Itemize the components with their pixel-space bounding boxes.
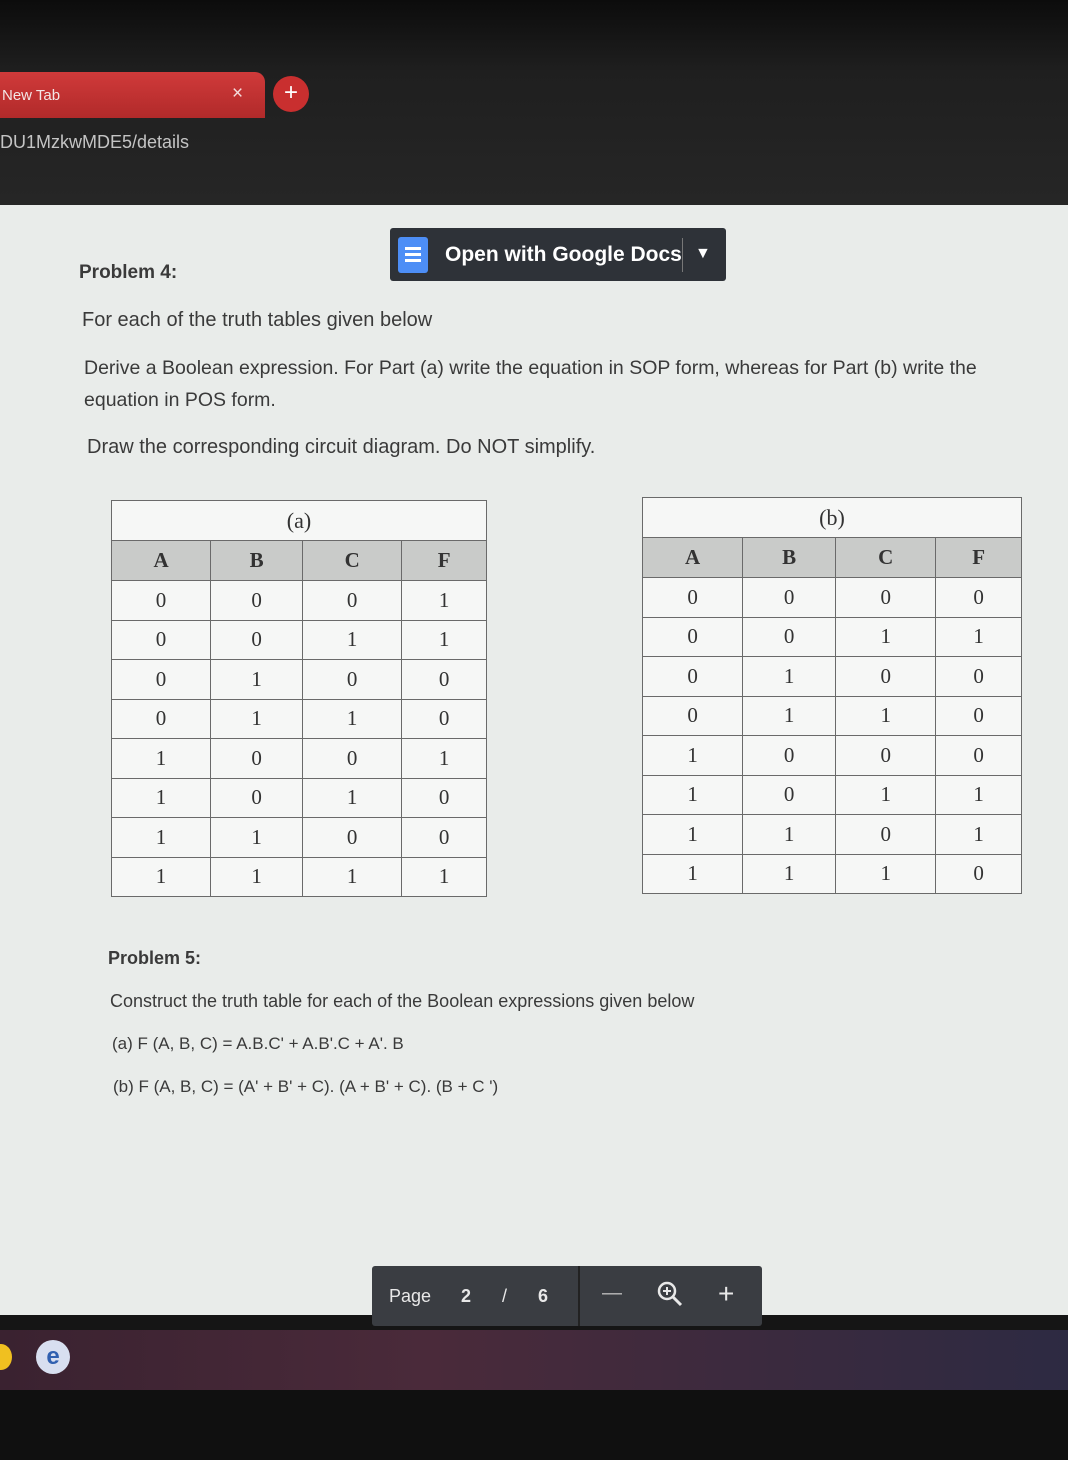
- problem5-title: Problem 5:: [108, 948, 202, 968]
- problem4-line3: Draw the corresponding circuit diagram. Do NOT simplify.: [87, 436, 596, 458]
- open-with-label: Open with Google Docs: [445, 243, 682, 266]
- table-row: [643, 657, 1022, 697]
- table-cell: 1: [112, 857, 211, 897]
- table-cell: 0: [643, 657, 743, 697]
- table-cell: 0: [936, 578, 1022, 618]
- problem4-line2b: equation in POS form.: [84, 389, 276, 411]
- table-cell: 1: [211, 818, 303, 858]
- problem4-line2a: Derive a Boolean expression. For Part (a) write the equation in SOP form, whereas for Part (b) write the: [84, 357, 977, 379]
- address-bar[interactable]: DU1MzkwMDE5/details: [0, 132, 190, 152]
- problem4-title: Problem 4:: [79, 262, 178, 283]
- table-cell: 0: [743, 736, 836, 776]
- table-cell: 1: [303, 699, 402, 739]
- column-header: A: [643, 538, 743, 578]
- table-cell: 1: [211, 699, 303, 739]
- table-cell: 1: [936, 815, 1022, 855]
- table-cell: 1: [402, 581, 487, 621]
- table-cell: 1: [743, 696, 836, 736]
- table-row: [643, 775, 1022, 815]
- tab-title: New Tab: [2, 87, 61, 104]
- table-cell: 1: [303, 620, 402, 660]
- table-caption: (a): [112, 501, 487, 541]
- table-row: [643, 578, 1022, 618]
- zoom-icon[interactable]: [656, 1280, 684, 1313]
- table-cell: 1: [402, 857, 487, 897]
- column-header: A: [112, 541, 211, 581]
- table-cell: 0: [402, 699, 487, 739]
- truth-table-b: [642, 497, 1022, 894]
- table-cell: 0: [936, 854, 1022, 894]
- table-cell: 0: [936, 736, 1022, 776]
- table-cell: 0: [836, 657, 936, 697]
- column-header: B: [743, 538, 836, 578]
- table-cell: 1: [643, 775, 743, 815]
- truth-table-a: [111, 500, 487, 897]
- column-header: B: [211, 541, 303, 581]
- table-cell: 0: [112, 699, 211, 739]
- table-cell: 0: [743, 578, 836, 618]
- table-cell: 1: [936, 617, 1022, 657]
- browser-icon[interactable]: e: [36, 1340, 70, 1374]
- table-cell: 0: [303, 739, 402, 779]
- table-row: [112, 699, 487, 739]
- table-cell: 0: [743, 617, 836, 657]
- table-cell: 1: [836, 696, 936, 736]
- table-cell: 0: [211, 581, 303, 621]
- column-header: F: [936, 538, 1022, 578]
- page-toolbar: [372, 1266, 762, 1326]
- table-row: [112, 818, 487, 858]
- table-caption: (b): [643, 498, 1022, 538]
- table-cell: 0: [402, 818, 487, 858]
- zoom-out-button[interactable]: —: [602, 1282, 622, 1304]
- table-cell: 1: [743, 854, 836, 894]
- table-cell: 0: [112, 660, 211, 700]
- table-cell: 1: [112, 818, 211, 858]
- table-cell: 0: [643, 696, 743, 736]
- table-cell: 1: [743, 657, 836, 697]
- google-docs-icon: [398, 237, 428, 273]
- table-cell: 0: [402, 660, 487, 700]
- table-cell: 1: [211, 857, 303, 897]
- table-cell: 1: [643, 854, 743, 894]
- app-icon[interactable]: [0, 1344, 12, 1370]
- page-label: Page: [389, 1286, 432, 1306]
- table-cell: 0: [936, 696, 1022, 736]
- table-cell: 1: [643, 736, 743, 776]
- divider: [682, 238, 683, 272]
- table-cell: 1: [112, 778, 211, 818]
- table-cell: 0: [303, 581, 402, 621]
- screen-bezel: [0, 1390, 1068, 1460]
- table-cell: 1: [643, 815, 743, 855]
- table-row: [112, 581, 487, 621]
- table-row: [112, 857, 487, 897]
- page-number[interactable]: 2: [461, 1286, 472, 1306]
- table-cell: 1: [303, 778, 402, 818]
- column-header: F: [402, 541, 487, 581]
- problem4-line1: For each of the truth tables given below: [82, 309, 433, 331]
- problem5-a: (a) F (A, B, C) = A.B.C' + A.B'.C + A'. B: [112, 1034, 404, 1053]
- pdf-page: [0, 205, 1068, 1315]
- table-cell: 0: [211, 620, 303, 660]
- table-cell: 1: [112, 739, 211, 779]
- table-cell: 0: [743, 775, 836, 815]
- column-header: C: [303, 541, 402, 581]
- table-cell: 0: [643, 617, 743, 657]
- table-cell: 0: [211, 739, 303, 779]
- table-cell: 1: [743, 815, 836, 855]
- page-total: 6: [538, 1286, 549, 1306]
- zoom-in-button[interactable]: +: [718, 1278, 735, 1309]
- table-cell: 0: [402, 778, 487, 818]
- taskbar: [0, 1330, 1068, 1390]
- table-cell: 0: [936, 657, 1022, 697]
- table-cell: 1: [303, 857, 402, 897]
- table-cell: 0: [836, 815, 936, 855]
- table-cell: 1: [936, 775, 1022, 815]
- table-cell: 1: [402, 620, 487, 660]
- table-cell: 0: [112, 581, 211, 621]
- table-cell: 1: [836, 775, 936, 815]
- page-slash: /: [502, 1286, 508, 1306]
- table-row: [112, 660, 487, 700]
- browser-chrome: [0, 0, 1068, 205]
- table-cell: 0: [836, 578, 936, 618]
- table-cell: 1: [836, 854, 936, 894]
- table-cell: 0: [112, 620, 211, 660]
- table-row: [112, 620, 487, 660]
- column-header: C: [836, 538, 936, 578]
- table-cell: 0: [643, 578, 743, 618]
- tab-new-tab[interactable]: [0, 72, 265, 118]
- table-row: [112, 778, 487, 818]
- table-row: [643, 696, 1022, 736]
- table-row: [643, 736, 1022, 776]
- table-cell: 0: [303, 660, 402, 700]
- divider: [578, 1266, 580, 1326]
- table-row: [643, 854, 1022, 894]
- table-cell: 0: [211, 778, 303, 818]
- table-cell: 0: [836, 736, 936, 776]
- close-icon[interactable]: ×: [232, 83, 244, 104]
- table-cell: 1: [211, 660, 303, 700]
- table-cell: 1: [836, 617, 936, 657]
- table-cell: 1: [402, 739, 487, 779]
- problem5-b: (b) F (A, B, C) = (A' + B' + C). (A + B' + C). (B + C '): [113, 1077, 499, 1096]
- new-tab-button[interactable]: +: [273, 76, 309, 112]
- table-cell: 0: [303, 818, 402, 858]
- table-row: [643, 815, 1022, 855]
- table-row: [643, 617, 1022, 657]
- problem5-line1: Construct the truth table for each of the Boolean expressions given below: [110, 991, 695, 1011]
- open-with-google-docs-button[interactable]: [390, 228, 726, 281]
- table-row: [112, 739, 487, 779]
- chevron-down-icon[interactable]: ▼: [695, 245, 711, 262]
